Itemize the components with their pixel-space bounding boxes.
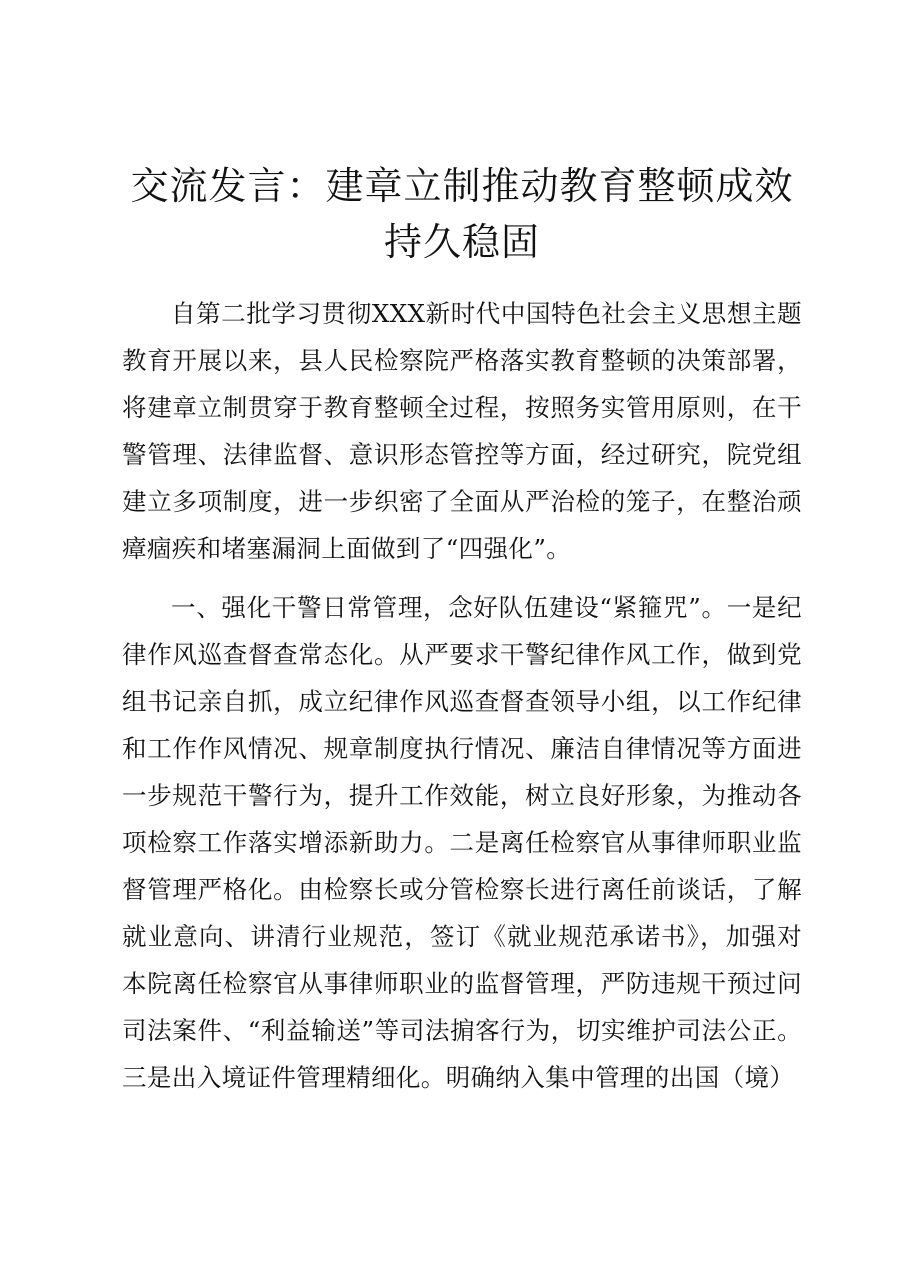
document-body [122, 290, 802, 1101]
document-title: 交流发言：建章立制推动教育整顿成效持久稳固 [130, 164, 794, 264]
paragraph-intro: 自第二批学习贯彻XXX新时代中国特色社会主义思想主题教育开展以来，县人民检察院严格落实教育整顿的决策部署，将建章立制贯穿于教育整顿全过程，按照务实管用原则，在干警管理、法律监督、意识形态管控等方面，经过研究，院党组建立多项制度，进一步织密了全面从严治检的笼子，在整治顽瘴痼疾和堵塞漏洞上面做到了“四强化”。 [122, 299, 802, 563]
paragraph-section-one: 一、强化干警日常管理，念好队伍建设“紧箍咒”。一是纪律作风巡查督查常态化。从严要求干警纪律作风工作，做到党组书记亲自抓，成立纪律作风巡查督查领导小组，以工作纪律和工作作风情况、规章制度执行情况、廉洁自律情况等方面进一步规范干警行为，提升工作效能，树立良好形象，为推动各项检察工作落实增添新助力。二是离任检察官从事律师职业监督管理严格化。由检察长或分管检察长进行离任前谈话，了解就业意向、讲清行业规范，签订《就业规范承诺书》，加强对本院离任检察官从事律师职业的监督管理，严防违规干预过问司法案件、“利益输送”等司法掮客行为，切实维护司法公正。三是出入境证件管理精细化。明确纳入集中管理的出国（境） [122, 593, 802, 1092]
